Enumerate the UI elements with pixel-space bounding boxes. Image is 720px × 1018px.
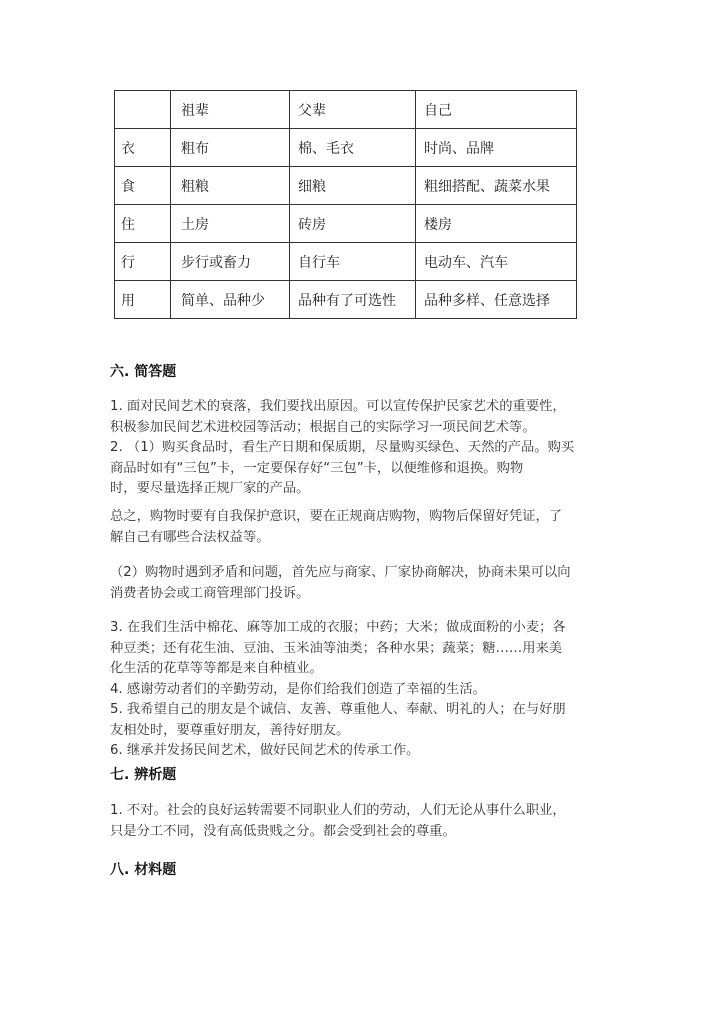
section-heading-analysis: 七. 辨析题 [110,767,177,783]
section-heading-material: 八. 材料题 [110,862,177,878]
table-cell: 粗粮 [171,167,290,205]
table-cell: 行 [115,243,171,281]
answer-line: 解自己有哪些合法权益等。 [110,529,270,545]
table-cell [115,91,171,129]
table-cell: 砖房 [290,205,416,243]
table-cell: 品种多样、任意选择 [416,281,577,319]
comparison-table [114,90,577,319]
answer-line: 友相处时，要尊重好朋友，善待好朋友。 [110,722,350,738]
answer-line: 只是分工不同，没有高低贵贱之分。都会受到社会的尊重。 [110,823,456,839]
answer-line: （2）购物时遇到矛盾和问题，首先应与商家、厂家协商解决，协商未果可以向 [110,565,571,580]
answer-line: 6. 继承并发扬民间艺术，做好民间艺术的传承工作。 [110,743,420,758]
answer-block-2 [110,507,610,548]
table-cell: 粗细搭配、蔬菜水果 [416,167,577,205]
table-cell: 细粮 [290,167,416,205]
table-cell: 土房 [171,205,290,243]
table-cell: 粗布 [171,129,290,167]
table-row [115,281,577,319]
table-cell: 时尚、品牌 [416,129,577,167]
table-cell: 住 [115,205,171,243]
answer-block-3 [110,563,610,604]
table-cell: 自行车 [290,243,416,281]
table-cell: 楼房 [416,205,577,243]
answer-line: 积极参加民间艺术进校园等活动；根据自己的实际学习一项民间艺术等。 [110,419,536,435]
answer-line: 1. 不对。社会的良好运转需要不同职业人们的劳动，人们无论从事什么职业， [110,803,566,818]
table-cell: 步行或畜力 [171,243,290,281]
table-row [115,243,577,281]
answer-line: 时，要尽量选择正规厂家的产品。 [110,481,310,496]
table-header-cell: 自己 [416,91,577,129]
answer-block-4 [110,618,610,762]
answer-line: 5. 我希望自己的朋友是个诚信、友善、尊重他人、奉献、明礼的人；在与好朋 [110,702,566,717]
table-row [115,129,577,167]
table-cell: 简单、品种少 [171,281,290,319]
table-cell: 食 [115,167,171,205]
table-row [115,167,577,205]
answer-line: 2. （1）购买食品时，看生产日期和保质期，尽量购买绿色、天然的产品。购买 [110,440,575,455]
table-cell: 电动车、汽车 [416,243,577,281]
answer-line: 种豆类；还有花生油、豆油、玉米油等油类；各种水果；蔬菜；糖……用来美 [110,640,563,656]
table-cell: 衣 [115,129,171,167]
table-cell: 用 [115,281,171,319]
analysis-block-1 [110,801,610,842]
table-header-cell: 父辈 [290,91,416,129]
answer-line: 总之，购物时要有自我保护意识，要在正规商店购物，购物后保留好凭证，了 [110,509,563,524]
answer-line: 4. 感谢劳动者们的辛勤劳动，是你们给我们创造了幸福的生活。 [110,681,486,697]
table-cell: 品种有了可选性 [290,281,416,319]
answer-line: 3. 在我们生活中棉花、麻等加工成的衣服；中药；大米；做成面粉的小麦；各 [110,620,566,635]
table-header-row [115,91,577,129]
answer-line: 化生活的花草等等都是来自种植业。 [110,661,323,676]
answer-line: 商品时如有“三包”卡，一定要保存好“三包”卡，以便维修和退换。购物 [110,460,524,476]
answer-block-1 [110,397,610,500]
section-heading-short-answer: 六. 简答题 [110,364,177,380]
answer-line: 1. 面对民间艺术的衰落，我们要找出原因。可以宣传保护民家艺术的重要性， [110,399,566,414]
answer-line: 消费者协会或工商管理部门投诉。 [110,585,310,601]
table-cell: 棉、毛衣 [290,129,416,167]
table-row [115,205,577,243]
table-header-cell: 祖辈 [171,91,290,129]
